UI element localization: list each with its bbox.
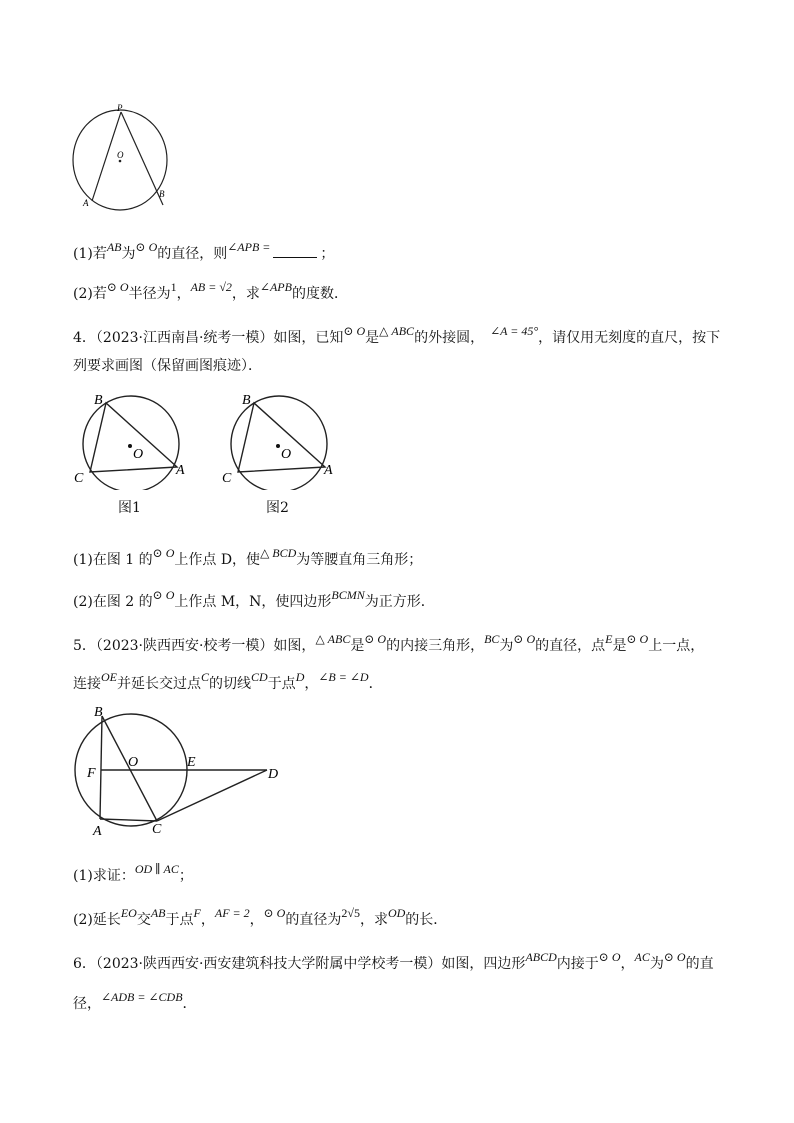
math-quad-bcmn: BCMN <box>331 588 365 602</box>
segment-ba <box>100 716 102 819</box>
math-od: OD <box>387 906 406 920</box>
text-inscribed: 内接于 <box>556 956 599 972</box>
text-radius: 半径为 <box>128 286 171 302</box>
text-diameter: 的直径为 <box>285 912 342 928</box>
math-oe: OE <box>101 670 117 684</box>
math-ab: AB <box>150 906 166 920</box>
math-circle-o: ⊙ O <box>626 632 649 646</box>
text-shi: 是 <box>612 638 627 654</box>
math-circle-o: ⊙ O <box>106 280 129 294</box>
label-b: B <box>94 705 103 720</box>
q5-line2 <box>73 670 383 694</box>
text-ask: ，求 <box>231 286 260 302</box>
text-at: 于点 <box>267 676 296 692</box>
math-d: D <box>295 670 305 684</box>
label-e: E <box>187 755 196 770</box>
label-b: B <box>94 393 103 408</box>
figure-q4-1 <box>70 388 190 490</box>
math-angle-apb: ∠APB <box>259 280 292 294</box>
math-triangle-bcd: △ BCD <box>260 546 297 560</box>
text-comma: ， <box>200 912 215 928</box>
q4-part2 <box>73 588 435 612</box>
text-shi: 是 <box>350 638 365 654</box>
q4-source: 4．（2023·江西南昌·统考一模）如图，已知 <box>73 330 344 346</box>
q5-part1-prefix: (1)求证： <box>73 868 135 884</box>
text-shi: 是 <box>365 330 380 346</box>
text-wei: 为 <box>121 246 136 262</box>
math-od-parallel-ac: OD ∥ AC <box>134 862 179 876</box>
label-o: O <box>281 447 292 462</box>
answer-blank[interactable] <box>273 245 317 258</box>
label-f: F <box>87 766 96 781</box>
math-angle-adb-eq-cdb: ∠ADB = ∠CDB <box>101 990 183 1004</box>
q4-part1 <box>73 546 423 570</box>
math-angle-apb: ∠APB = <box>227 240 271 254</box>
segment-cd <box>157 770 267 821</box>
math-angle-b-eq-d: ∠B = ∠D <box>318 670 369 684</box>
text-end: ； <box>178 868 193 884</box>
center-point <box>119 160 122 163</box>
q4-part2-prefix: (2)在图 2 的 <box>73 594 153 610</box>
text-circum: 的外接圆， <box>414 330 485 346</box>
figure-q5 <box>60 700 292 840</box>
math-circle-o: ⊙ O <box>135 240 158 254</box>
text-connect: 连接 <box>73 676 101 692</box>
text-period: ． <box>182 996 197 1012</box>
text-comma: ， <box>249 912 264 928</box>
math-af-eq: AF = 2 <box>214 906 250 920</box>
segment-pb <box>121 112 163 205</box>
math-f: F <box>193 906 201 920</box>
math-one: 1 <box>170 280 177 294</box>
q4-line2: 列要求画图（保留画图痕迹）． <box>73 358 262 374</box>
math-angle-a: ∠A = 45° <box>490 324 539 338</box>
q3-part2 <box>73 280 348 304</box>
label-a: A <box>93 824 102 839</box>
caption-figure-1: 图1 <box>118 500 141 516</box>
math-circle-o: ⊙ O <box>263 906 286 920</box>
q6-line2 <box>73 990 197 1014</box>
text-end: 的长． <box>405 912 448 928</box>
label-c: C <box>152 822 162 837</box>
q5-line1 <box>73 632 705 656</box>
label-b: B <box>242 393 251 408</box>
text-tangent: 的切线 <box>209 676 252 692</box>
q3-part1 <box>73 240 335 264</box>
label-a: A <box>176 463 185 478</box>
q4-part1-mid: 上作点 D，使 <box>174 552 261 568</box>
math-e: E <box>605 632 613 646</box>
label-o: O <box>117 150 124 160</box>
text-ask: ，求 <box>359 912 388 928</box>
label-d: D <box>268 767 279 782</box>
q4-part2-suffix: 为正方形． <box>364 594 435 610</box>
math-circle-o: ⊙ O <box>598 950 621 964</box>
text-diameter: 的直径，点 <box>535 638 606 654</box>
text-wei: 为 <box>499 638 514 654</box>
q5-source: 5．（2023·陕西西安·校考一模）如图， <box>73 638 316 654</box>
math-eo: EO <box>120 906 137 920</box>
text-at: 于点 <box>165 912 194 928</box>
math-circle-o: ⊙ O <box>152 546 175 560</box>
q6-line1-end: 的直 <box>685 956 714 972</box>
q5-part2 <box>73 906 448 930</box>
q5-part2-prefix: (2)延长 <box>73 912 121 928</box>
math-bc: BC <box>484 632 500 646</box>
label-c: C <box>74 471 84 486</box>
q5-line1-end: 上一点， <box>648 638 705 654</box>
q6-line1 <box>73 950 714 974</box>
math-circle-o: ⊙ O <box>364 632 387 646</box>
text-jiao: 交 <box>136 912 151 928</box>
caption-figure-2: 图2 <box>266 500 289 516</box>
text-comma: ， <box>620 956 635 972</box>
q4-part1-suffix: 为等腰直角三角形； <box>296 552 423 568</box>
math-triangle-abc: △ ABC <box>379 324 415 338</box>
q5-part1 <box>73 862 193 886</box>
math-circle-o: ⊙ O <box>513 632 536 646</box>
label-a: A <box>324 463 333 478</box>
q4-part1-prefix: (1)在图 1 的 <box>73 552 153 568</box>
text-period: ． <box>368 676 383 692</box>
math-circle-o: ⊙ O <box>663 950 686 964</box>
text-extend: 并延长交过点 <box>117 676 201 692</box>
math-triangle-abc: △ ABC <box>315 632 351 646</box>
q6-source: 6．（2023·陕西西安·西安建筑科技大学附属中学校考一模）如图，四边形 <box>73 956 526 972</box>
center-point <box>128 444 132 448</box>
figure-circle-apb <box>70 102 180 214</box>
math-abcd: ABCD <box>525 950 557 964</box>
math-circle-o: ⊙ O <box>343 324 366 338</box>
math-ab: AB <box>106 240 122 254</box>
math-circle-o: ⊙ O <box>152 588 175 602</box>
label-o: O <box>133 447 144 462</box>
q4-part2-mid: 上作点 M，N，使四边形 <box>174 594 332 610</box>
q3-part1-suffix: 的直径，则 <box>157 246 228 262</box>
text-end: ； <box>320 246 335 262</box>
text-wei: 为 <box>649 956 664 972</box>
label-p: P <box>117 103 123 113</box>
q3-part2-prefix: (2)若 <box>73 286 107 302</box>
label-c: C <box>222 471 232 486</box>
text-comma: ， <box>304 676 319 692</box>
math-cd: CD <box>251 670 268 684</box>
text-end: 的度数． <box>291 286 348 302</box>
math-ac: AC <box>634 950 650 964</box>
q6-line2-prefix: 径， <box>73 996 101 1012</box>
text-comma: ， <box>176 286 191 302</box>
math-diameter-value: 2√5 <box>341 906 360 920</box>
center-point <box>276 444 280 448</box>
label-o: O <box>128 755 139 770</box>
figure-q4-2 <box>218 388 338 490</box>
text-inscribed: 的内接三角形， <box>386 638 485 654</box>
math-c: C <box>201 670 210 684</box>
q4-line1 <box>73 324 721 348</box>
q4-line1-suffix: ，请仅用无刻度的直尺，按下 <box>538 330 721 346</box>
label-a: A <box>83 198 89 208</box>
math-ab-eq: AB = √2 <box>190 280 232 294</box>
q3-part1-prefix: (1)若 <box>73 246 107 262</box>
label-b: B <box>159 189 165 199</box>
